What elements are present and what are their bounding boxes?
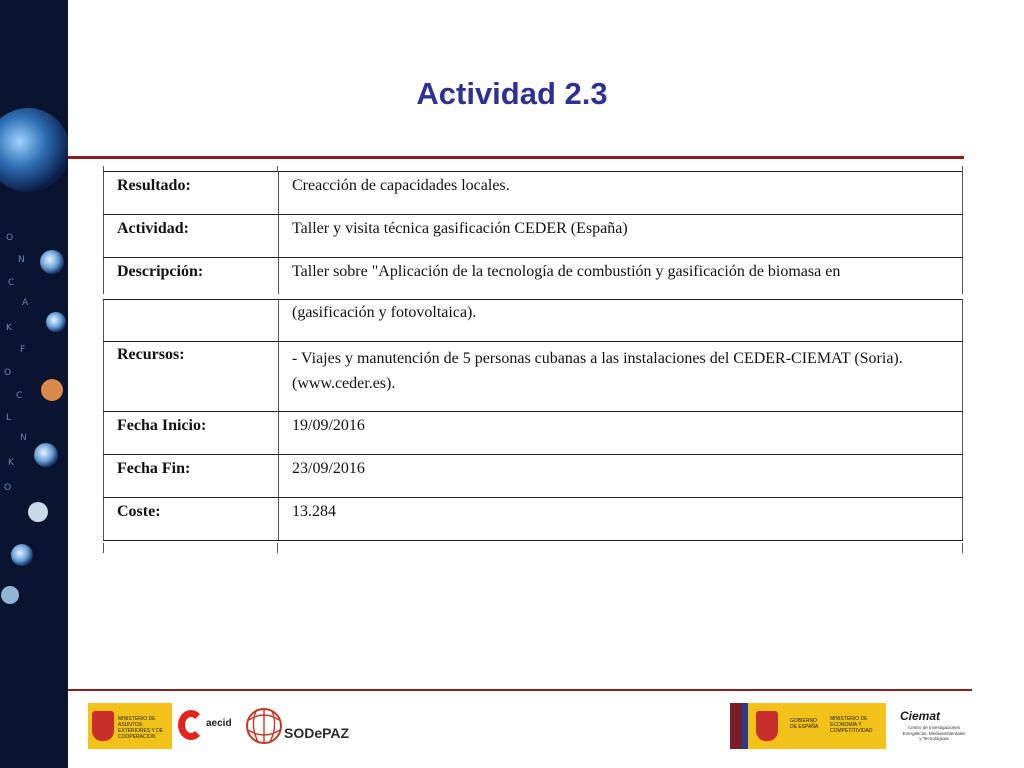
row-label-empty	[104, 300, 279, 342]
table-row	[104, 258, 963, 294]
svg-text:C: C	[8, 278, 15, 288]
activity-table-top	[103, 171, 963, 294]
row-label-fecha-fin: Fecha Fin:	[104, 455, 279, 498]
row-value-fecha-inicio: 19/09/2016	[279, 412, 963, 455]
table-row	[104, 455, 963, 498]
row-label-descripcion	[104, 258, 279, 294]
descripcion-text: Taller sobre "Aplicación de la tecnología de combustión y gasificación de biomasa en	[292, 263, 841, 280]
table-row	[104, 300, 963, 342]
page-title: Actividad 2.3	[416, 76, 608, 111]
svg-text:K: K	[6, 323, 12, 333]
row-value-descripcion	[279, 258, 963, 294]
ministerio-exteriores-text: MINISTERIO DE ASUNTOS EXTERIORES Y DE COOPERACIÓN	[118, 716, 164, 740]
svg-text:K: K	[8, 458, 14, 468]
table-edge-mark	[277, 543, 278, 553]
table-row	[104, 342, 963, 412]
row-value-coste: 13.284	[279, 498, 963, 541]
row-label-resultado: Resultado:	[104, 172, 279, 215]
table-row	[104, 498, 963, 541]
svg-text:N: N	[18, 255, 25, 265]
table-row	[104, 172, 963, 215]
ministerio-economia-text: MINISTERIO DE ECONOMÍA Y COMPETITIVIDAD	[830, 716, 873, 734]
ciemat-text: Ciemat	[900, 709, 941, 723]
sidebar-globe-illustration	[0, 0, 68, 768]
bottom-divider	[68, 689, 972, 691]
svg-text:O: O	[4, 368, 12, 378]
ciemat-subtitle: Centro de Investigaciones Energéticas, Medioambientales y Tecnológicas	[902, 725, 966, 741]
activity-table-bottom	[103, 299, 963, 541]
footer-logos	[0, 703, 1024, 749]
gobierno-espana-logo	[730, 703, 886, 749]
aecid-c-icon	[178, 710, 204, 740]
svg-text:O: O	[6, 233, 14, 243]
row-label-coste: Coste:	[104, 498, 279, 541]
table-row	[104, 215, 963, 258]
row-label-fecha-inicio: Fecha Inicio:	[104, 412, 279, 455]
flag-stripe	[730, 703, 742, 749]
row-value-actividad: Taller y visita técnica gasificación CEDER (España)	[279, 215, 963, 258]
table-edge-mark	[962, 543, 963, 553]
svg-text:A: A	[22, 298, 29, 308]
table-edge-mark	[103, 543, 104, 553]
flag-stripe-blue	[742, 703, 748, 749]
top-divider	[68, 156, 964, 159]
aecid-text: aecid	[206, 718, 232, 729]
sodepaz-text: SODePAZ	[284, 725, 350, 741]
gobierno-text: GOBIERNO DE ESPAÑA	[790, 718, 819, 730]
row-label-actividad: Actividad:	[104, 215, 279, 258]
row-label-recursos: Recursos:	[104, 342, 279, 412]
row-value-resultado: Creacción de capacidades locales.	[279, 172, 963, 215]
sodepaz-globe-icon	[244, 704, 284, 748]
svg-text:L: L	[6, 413, 12, 423]
coat-of-arms-icon	[92, 711, 114, 741]
table-row	[104, 412, 963, 455]
ciemat-logo	[894, 703, 972, 749]
sodepaz-logo	[242, 703, 354, 749]
svg-text:C: C	[16, 391, 23, 401]
svg-text:N: N	[20, 433, 27, 443]
ministerio-exteriores-logo	[88, 703, 172, 749]
row-value-fecha-fin: 23/09/2016	[279, 455, 963, 498]
aecid-logo	[172, 703, 236, 749]
descripcion-cut-line	[292, 284, 962, 290]
svg-text:F: F	[20, 345, 26, 355]
descripcion-label-text: Descripción:	[117, 263, 204, 280]
row-value-recursos: - Viajes y manutención de 5 personas cubanas a las instalaciones del CEDER-CIEMAT (Soria). (www.ceder.es).	[279, 342, 963, 412]
svg-text:O: O	[4, 483, 12, 493]
coat-of-arms-icon	[756, 711, 778, 741]
descripcion-continuation: (gasificación y fotovoltaica).	[279, 300, 963, 342]
decorative-sidebar	[0, 0, 68, 768]
